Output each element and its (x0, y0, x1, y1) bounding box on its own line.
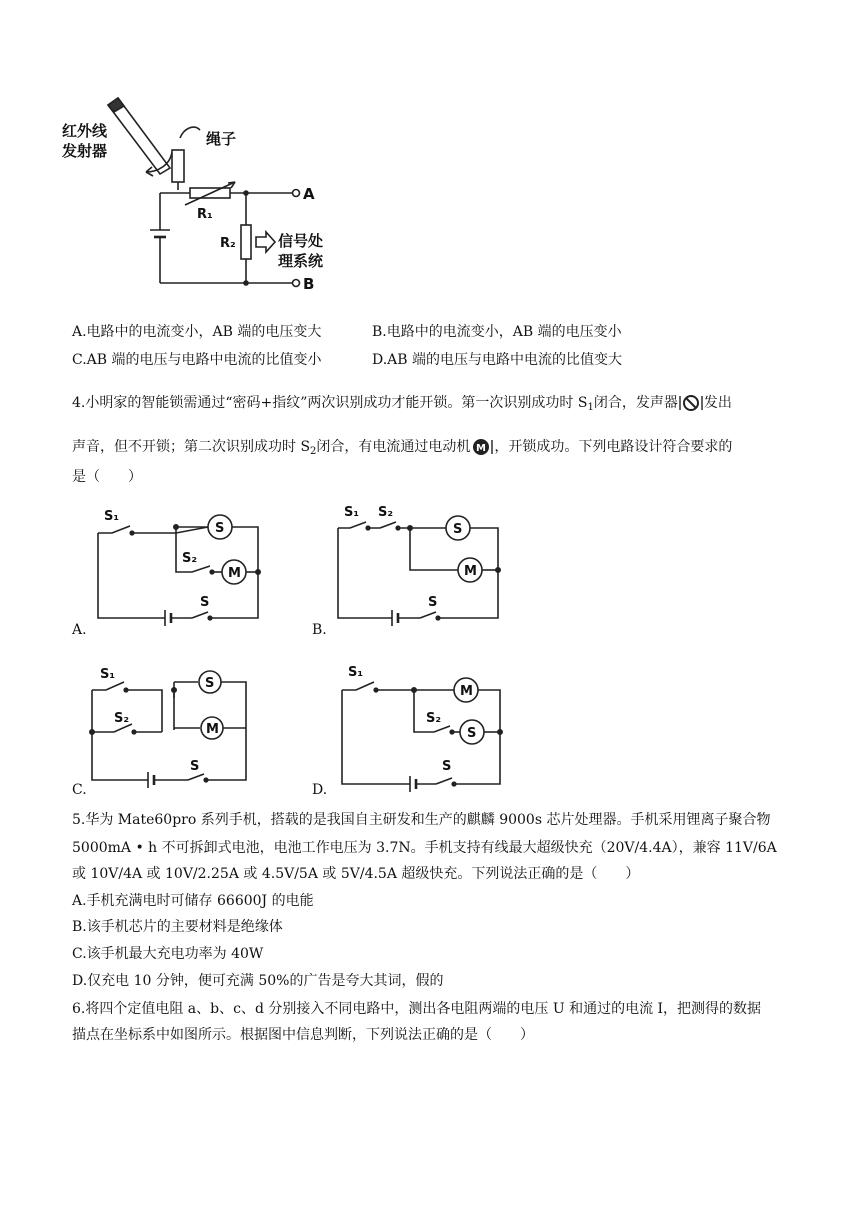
q4-text-1c: 发出 (703, 395, 732, 411)
q3-option-a: A.电路中的电流变小，AB 端的电压变大 (72, 324, 322, 340)
signal-system-line1: 信号处 (278, 232, 324, 250)
signal-system-line2: 理系统 (278, 252, 324, 270)
svg-text:M: M (476, 443, 487, 454)
q5-option-c: C.该手机最大充电功率为 40W (72, 946, 264, 962)
circuit-option-d (310, 660, 520, 800)
r1-label: R₁ (197, 207, 213, 222)
q5-stem-line-3: 或 10V/4A 或 10V/2.25A 或 4.5V/5A 或 5V/4.5A 超级快充。下列说法正确的是（ ） (72, 866, 640, 882)
circuit-b-sounder-label: S (453, 522, 463, 537)
q4-line-1 (72, 392, 732, 414)
circuit-d-motor-label: M (460, 684, 473, 699)
circuit-a-motor-label: M (228, 566, 241, 581)
circuit-label-b: B. (312, 622, 327, 638)
circuit-b-s-label: S (428, 595, 438, 610)
circuit-label-d: D. (312, 782, 328, 798)
terminal-b-label: B (303, 275, 315, 293)
circuit-b-motor-label: M (464, 564, 477, 579)
circuit-label-a: A. (72, 622, 87, 638)
circuit-b-s1-label: S₁ (344, 505, 360, 520)
q4-text-1b: 闭合，发声器 (593, 395, 678, 411)
q3-option-c: C.AB 端的电压与电路中电流的比值变小 (72, 352, 322, 368)
circuit-c-sounder-label: S (205, 676, 215, 691)
q3-circuit-figure (60, 90, 360, 300)
q5-stem-line-2: 5000mA • h 不可拆卸式电池，电池工作电压为 3.7N。手机支持有线最大超级快充（20V/4.4A），兼容 11V/6A (72, 840, 777, 856)
terminal-a-label: A (303, 185, 315, 203)
circuit-a-s2-label: S₂ (182, 551, 198, 566)
circuit-a-s1-label: S₁ (104, 509, 120, 524)
circuit-option-c (70, 660, 280, 800)
q5-option-a: A.手机充满电时可储存 66600J 的电能 (72, 893, 314, 909)
circuit-a-sounder-label: S (215, 521, 225, 536)
circuit-d-sounder-label: S (467, 726, 477, 741)
q4-text-2a: 声音，但不开锁；第二次识别成功时 S (72, 439, 311, 455)
q4-text-2c: ，开锁成功。下列电路设计符合要求的 (494, 439, 733, 455)
q4-text-2sub: 2 (310, 446, 317, 457)
q6-stem-line-1: 6.将四个定值电阻 a、b、c、d 分别接入不同电路中，测出各电阻两端的电压 U 和通过的电流 I，把测得的数据 (72, 1001, 762, 1017)
q4-line-2 (72, 436, 732, 458)
q3-option-d: D.AB 端的电压与电路中电流的比值变大 (372, 352, 623, 368)
q5-option-d: D.仅充电 10 分钟，便可充满 50%的广告是夸大其词，假的 (72, 973, 444, 989)
circuit-c-s1-label: S₁ (100, 667, 116, 682)
emitter-label-line1: 红外线 (62, 122, 108, 140)
circuit-c-s-label: S (190, 759, 200, 774)
q3-option-b: B.电路中的电流变小，AB 端的电压变小 (372, 324, 622, 340)
circuit-d-s2-label: S₂ (426, 711, 442, 726)
q4-text-1sub: 1 (587, 402, 594, 413)
emitter-label-line2: 发射器 (62, 142, 108, 160)
circuit-label-c: C. (72, 782, 87, 798)
circuit-d-s1-label: S₁ (348, 665, 364, 680)
q6-stem-line-2: 描点在坐标系中如图所示。根据图中信息判断，下列说法正确的是（ ） (72, 1027, 534, 1043)
circuit-option-a (70, 500, 280, 640)
circuit-d-s-label: S (442, 759, 452, 774)
circuit-b-s2-label: S₂ (378, 505, 394, 520)
motor-symbol-icon (470, 436, 494, 458)
q5-option-b: B.该手机芯片的主要材料是绝缘体 (72, 919, 283, 935)
circuit-c-motor-label: M (206, 722, 219, 737)
q4-line-3: 是（ ） (72, 469, 142, 485)
circuit-a-s-label: S (200, 595, 210, 610)
q4-text-2b: 闭合，有电流通过电动机 (316, 439, 471, 455)
circuit-c-s2-label: S₂ (114, 711, 130, 726)
r2-label: R₂ (220, 236, 236, 251)
q5-stem-line-1: 5.华为 Mate60pro 系列手机，搭载的是我国自主研发和生产的麒麟 9000s 芯片处理器。手机采用锂离子聚合物 (72, 812, 771, 828)
rope-label: 绳子 (206, 130, 237, 148)
sounder-symbol-icon (678, 392, 704, 414)
circuit-option-b (310, 500, 520, 640)
q4-text-1a: 4.小明家的智能锁需通过“密码+指纹”两次识别成功才能开锁。第一次识别成功时 S (72, 395, 588, 411)
